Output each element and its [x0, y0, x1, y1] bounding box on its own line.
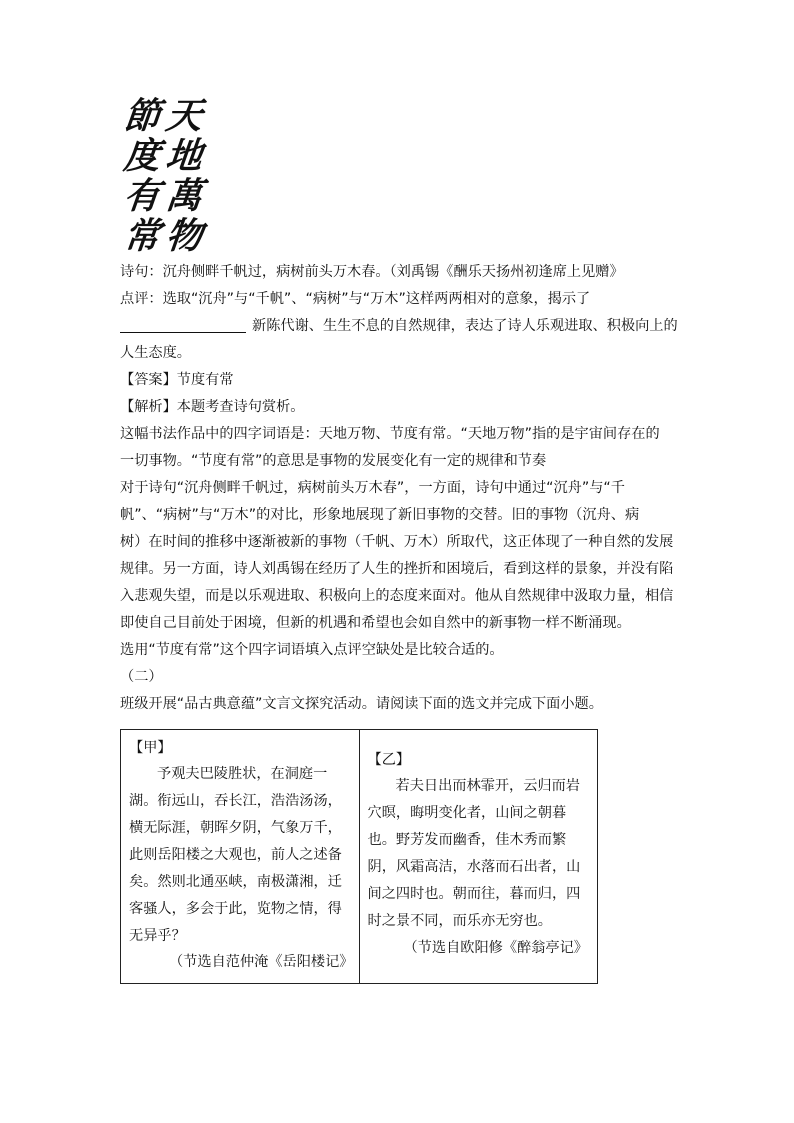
calligraphy-char: 度	[121, 135, 163, 177]
analysis-line: 树）在时间的推移中逐渐被新的事物（千帆、万木）所取代，这正体现了一种自然的发展	[120, 534, 674, 550]
passage-b-line: 阴，风霜高洁，水落而石出者，山	[367, 859, 581, 875]
analysis-line: 帆”、“病树”与“万木”的对比，形象地展现了新旧事物的交替。旧的事物（沉舟、病	[120, 507, 640, 523]
passage-a-line: 横无际涯，朝晖夕阴，气象万千，	[129, 820, 342, 836]
calligraphy-column-right	[164, 96, 204, 256]
passage-b-line: 穴暝，晦明变化者，山间之朝暮	[367, 805, 567, 821]
answer-blank[interactable]	[120, 316, 246, 333]
calligraphy-char: 節	[121, 95, 163, 137]
passage-a-cell	[121, 730, 360, 984]
calligraphy-char: 常	[121, 215, 163, 257]
passage-a-line: 矣。然则北通巫峡，南极潇湘，迁	[129, 874, 342, 890]
passage-b-source: （节选自欧阳修《醉翁亭记》	[403, 940, 588, 956]
passage-a-line: 湖。衔远山，吞长江，浩浩汤汤，	[129, 793, 342, 809]
analysis-line: 对于诗句“沉舟侧畔千帆过，病树前头万木春”，一方面，诗句中通过“沉舟”与“千	[120, 480, 625, 496]
analysis-line: 选用“节度有常”这个四字词语填入点评空缺处是比较合适的。	[120, 642, 504, 658]
comment-line-2-text: 新陈代谢、生生不息的自然规律，表达了诗人乐观进取、积极向上的	[252, 318, 678, 334]
poem-line: 诗句：沉舟侧畔千帆过，病树前头万木春。（刘禹锡《酬乐天扬州初逢席上见赠》	[120, 264, 624, 280]
analysis-heading: 【解析】本题考查诗句赏析。	[120, 399, 305, 415]
passage-b-line: 若夫日出而林霏开，云归而岩	[395, 778, 580, 794]
comment-line-1: 点评：选取“沉舟”与“千帆”、“病树”与“万木”这样两两相对的意象，揭示了	[120, 291, 591, 307]
calligraphy-artwork	[118, 96, 208, 258]
passage-b-line: 也。野芳发而幽香，佳木秀而繁	[367, 832, 567, 848]
comment-line-3: 人生态度。	[120, 345, 191, 361]
passage-b-cell	[359, 730, 598, 984]
calligraphy-char: 地	[163, 135, 205, 177]
calligraphy-char: 萬	[163, 175, 205, 217]
passage-a-source: （节选自范仲淹《岳阳楼记》	[169, 954, 354, 970]
activity-intro: 班级开展“品古典意蕴”文言文探究活动。请阅读下面的选文并完成下面小题。	[120, 696, 603, 712]
comment-line-2	[120, 313, 676, 340]
section-label: （二）	[120, 669, 163, 685]
passage-b-label: 【乙】	[367, 752, 411, 768]
passage-b-line: 间之四时也。朝而往，暮而归，四	[367, 886, 581, 902]
calligraphy-column-left	[122, 96, 162, 256]
passage-a-label: 【甲】	[129, 740, 172, 756]
passage-b-line: 时之景不同，而乐亦无穷也。	[367, 913, 552, 929]
passage-a-line: 予观夫巴陵胜状，在洞庭一	[157, 766, 328, 782]
calligraphy-char: 物	[163, 215, 205, 257]
analysis-line: 入悲观失望，而是以乐观进取、积极向上的态度来面对。他从自然规律中汲取力量，相信	[120, 588, 674, 604]
passage-a-line: 此则岳阳楼之大观也，前人之述备	[129, 847, 342, 863]
passage-a-line: 客骚人，多会于此，览物之情，得	[129, 901, 342, 917]
calligraphy-char: 有	[121, 175, 163, 217]
analysis-line: 这幅书法作品中的四字词语是：天地万物、节度有常。“天地万物”指的是宇宙间存在的	[120, 426, 660, 442]
question-body	[120, 259, 676, 718]
analysis-line: 一切事物。“节度有常”的意思是事物的发展变化有一定的规律和节奏	[120, 453, 547, 469]
analysis-line: 规律。另一方面，诗人刘禹锡在经历了人生的挫折和困境后，看到这样的景象，并没有陷	[120, 561, 674, 577]
calligraphy-char: 天	[163, 95, 205, 137]
answer-line: 【答案】节度有常	[120, 372, 234, 388]
analysis-line: 即使自己目前处于困境，但新的机遇和希望也会如自然中的新事物一样不断涌现。	[120, 615, 631, 631]
passage-a-line: 无异乎？	[129, 928, 186, 944]
passages-table	[120, 729, 598, 984]
